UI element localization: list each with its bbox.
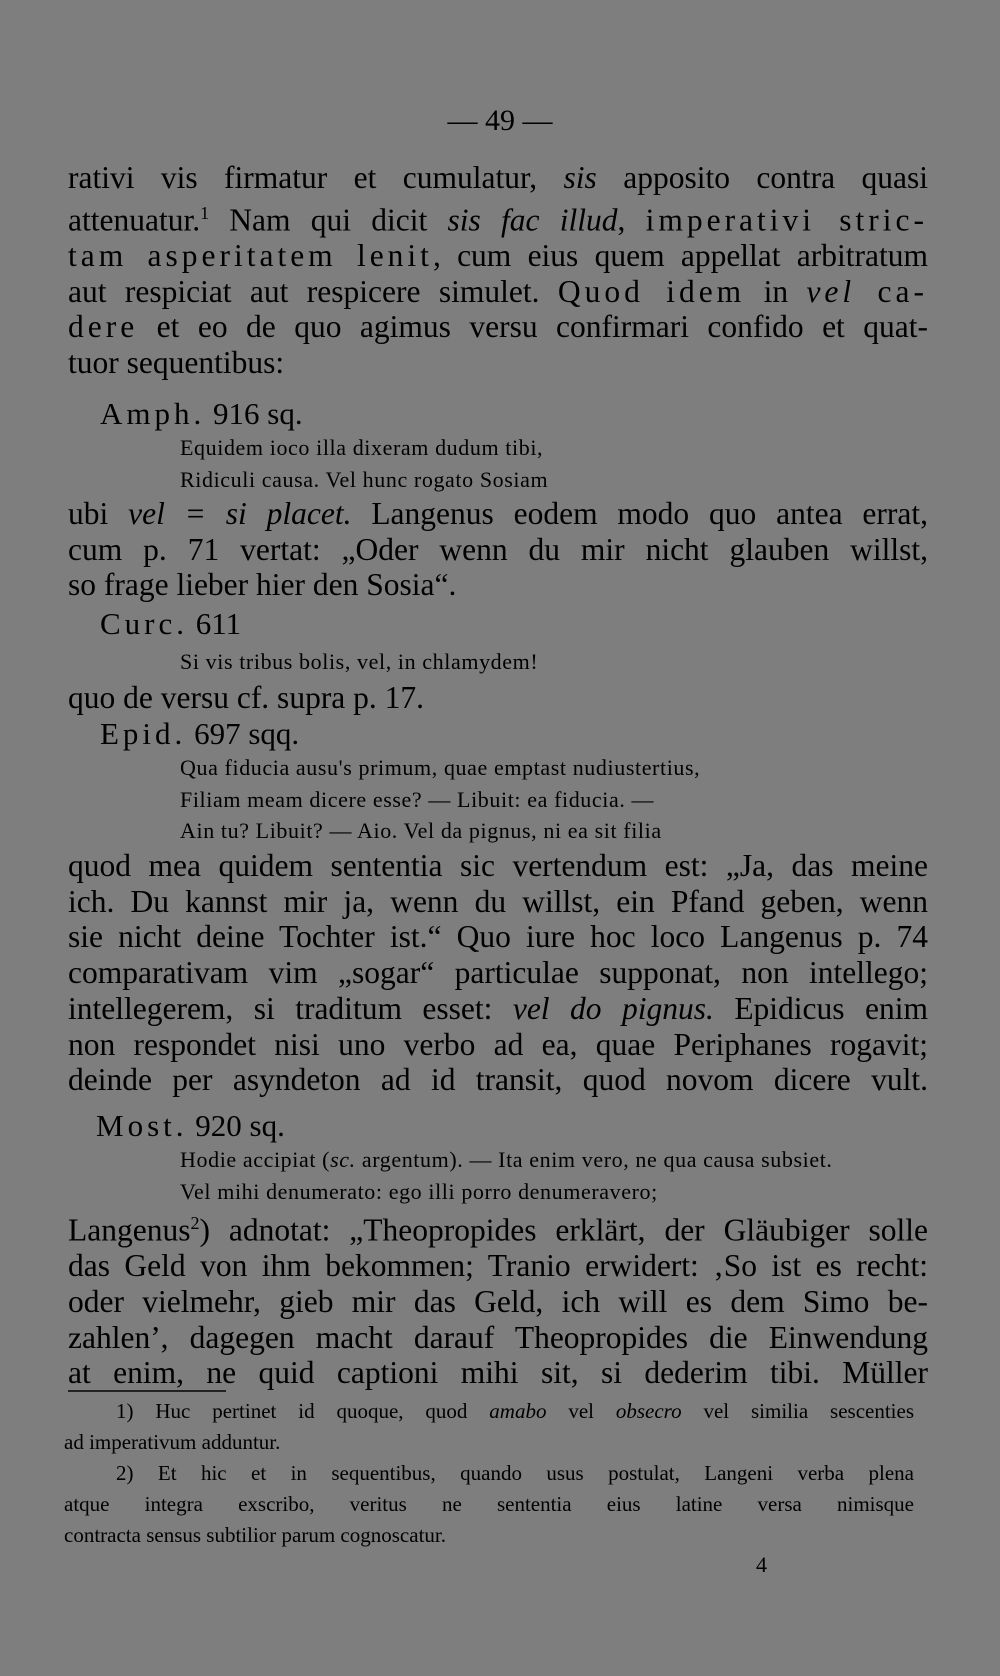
text-line: tuor sequentibus: (68, 345, 285, 381)
text-line: quo de versu cf. supra p. 17. (68, 680, 425, 715)
verse-block-1 (180, 432, 548, 495)
source-ref-most: Most. 920 sq. (96, 1108, 285, 1143)
verse-line: Vel mihi denumerato: ego illi porro denumeravero; (180, 1178, 658, 1204)
verse-block-4 (180, 1144, 833, 1207)
source-ref-curc: Curc. 611 (100, 606, 242, 641)
verse-block-3 (180, 752, 700, 847)
verse-block-2 (180, 646, 538, 678)
text-line: quod mea quidem sententia sic vertendum est: „Ja, das meine (68, 848, 928, 883)
text-line: deinde per asyndeton ad id transit, quod novom dicere vult. (68, 1062, 928, 1098)
text-line: non respondet nisi uno verbo ad ea, quae Periphanes rogavit; (68, 1026, 928, 1062)
text-line: aut respiciat aut respicere simulet. Quod idem in vel ca- (68, 273, 928, 309)
source-ref-amph: Amph. 916 sq. (100, 396, 303, 431)
text-line: das Geld von ihm bekommen; Tranio erwidert: ‚So ist es recht: (68, 1248, 928, 1284)
verse-line: Equidem ioco illa dixeram dudum tibi, (180, 435, 544, 460)
text-line: comparativam vim „sogar“ particulae supponat, non intellego; (68, 955, 928, 991)
footnote-2 (64, 1458, 914, 1551)
text-line: sie nicht deine Tochter ist.“ Quo iure hoc loco Langenus p. 74 (68, 919, 928, 955)
verse-line: Ain tu? Libuit? — Aio. Vel da pignus, ni ea sit filia (180, 818, 662, 843)
text-line: ad imperativum adduntur. (64, 1430, 281, 1454)
verse-line: Qua fiducia ausu's primum, quae emptast nudiustertius, (180, 755, 701, 780)
verse-line: Hodie accipiat (sc. argentum). — Ita enim vero, ne qua causa subsiet. (180, 1147, 833, 1172)
text-line: dere et eo de quo agimus versu confirmari confido et quat- (68, 309, 928, 345)
paragraph-1 (68, 160, 928, 381)
paragraph-4 (68, 848, 928, 1098)
text-line: 2) Et hic et in sequentibus, quando usus postulat, Langeni verba plena (116, 1461, 914, 1485)
footnote-1 (64, 1396, 914, 1458)
text-line: atque integra exscribo, veritus ne sententia eius latine versa nimisque (64, 1492, 914, 1516)
footnote-ref-2[interactable]: 2 (190, 1213, 200, 1233)
signature-mark: 4 (756, 1552, 767, 1577)
verse-line: Filiam meam dicere esse? — Libuit: ea fiducia. — (180, 786, 655, 812)
text-line: 1) Huc pertinet id quoque, quod amabo vel obsecro vel similia sescenties (116, 1399, 914, 1423)
text-line: Langenus$^2$) adnotat: „Theopropides erklärt, der Gläubiger solle (68, 1212, 928, 1248)
text-line: at enim, ne quid captioni mihi sit, si dederim tibi. Müller (68, 1355, 929, 1391)
paragraph-3 (68, 680, 928, 716)
source-ref-epid: Epid. 697 sqq. (100, 716, 300, 751)
text-line: zahlen’, dagegen macht darauf Theopropides die Einwendung (68, 1319, 928, 1355)
text-line: oder vielmehr, gieb mir das Geld, ich will es dem Simo be- (68, 1283, 928, 1319)
paragraph-2 (68, 496, 928, 603)
text-line: so frage lieber hier den Sosia“. (68, 567, 457, 603)
page-number: — 49 — (447, 104, 553, 137)
text-line: rativi vis firmatur et cumulatur, sis apposito contra quasi (68, 160, 928, 195)
paragraph-5 (68, 1206, 928, 1391)
text-line: cum p. 71 vertat: „Oder wenn du mir nicht glauben willst, (68, 531, 928, 567)
text-line: tam asperitatem lenit, cum eius quem appellat arbitratum (68, 237, 928, 273)
text-line: ich. Du kannst mir ja, wenn du willst, ein Pfand geben, wenn (68, 883, 928, 919)
verse-line: Ridiculi causa. Vel hunc rogato Sosiam (180, 466, 549, 492)
text-line: ubi vel = si placet. Langenus eodem modo quo antea errat, (68, 496, 928, 531)
verse-line: Si vis tribus bolis, vel, in chlamydem! (180, 649, 539, 674)
footnote-divider (68, 1390, 226, 1392)
footnote-ref-1[interactable]: 1 (200, 202, 210, 223)
text-line: contracta sensus subtilior parum cognoscatur. (64, 1523, 446, 1547)
text-line: intellegerem, si traditum esset: vel do pignus. Epidicus enim (68, 990, 928, 1026)
text-line: attenuatur.$^1$ Nam qui dicit sis fac illud, imperativi stric- (68, 202, 928, 238)
